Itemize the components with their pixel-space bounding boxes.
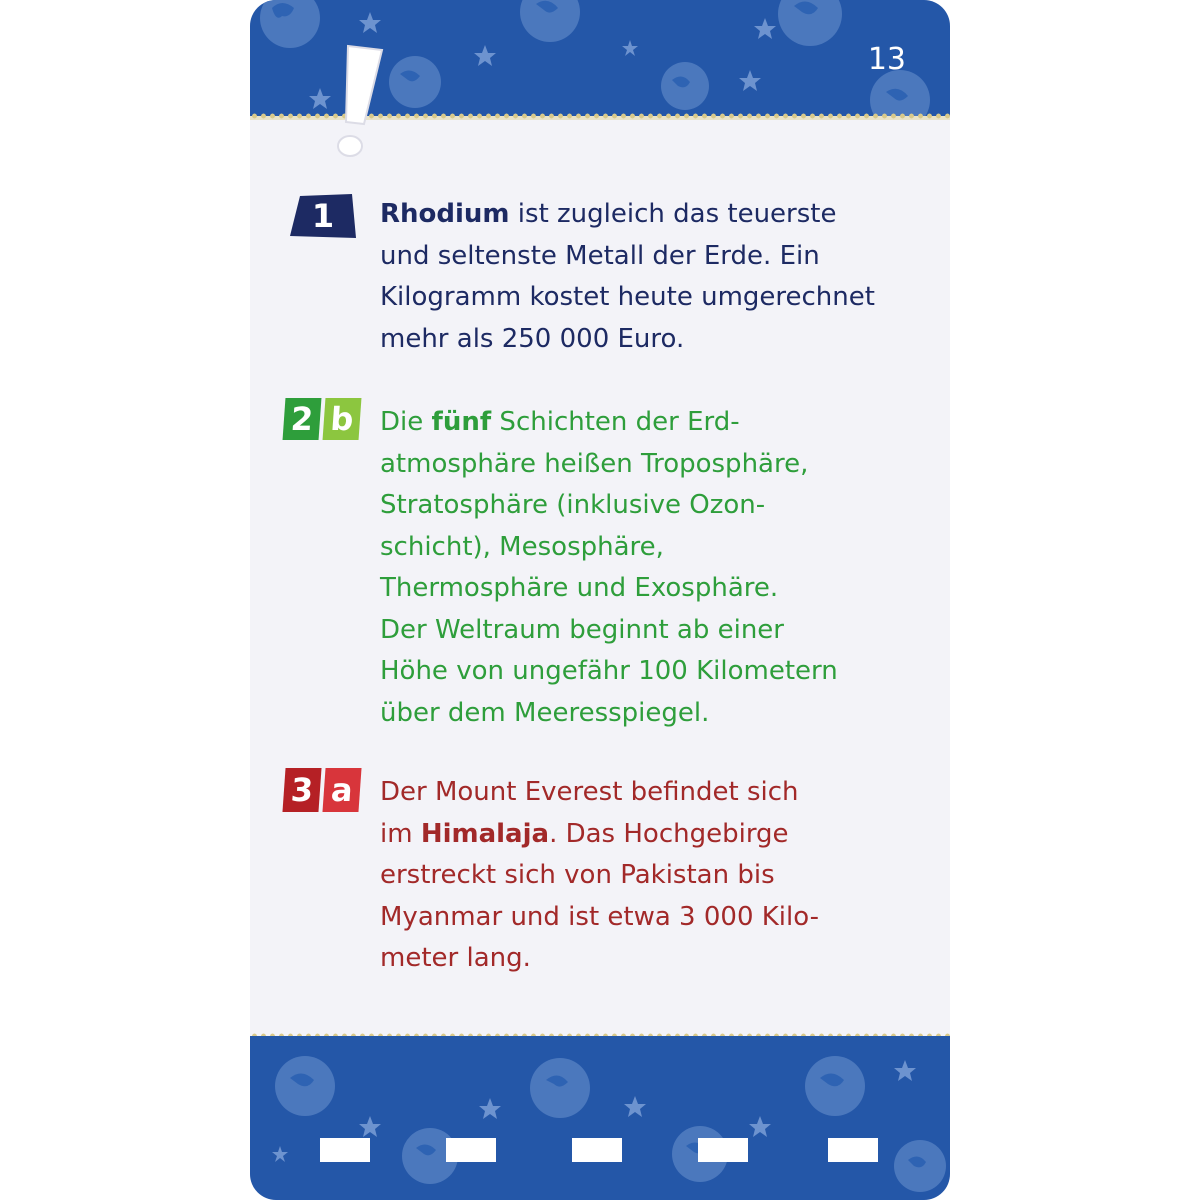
marker-tab [320, 1138, 370, 1162]
marker-tab [698, 1138, 748, 1162]
answer-body: . Das Hochgebirge erstreckt sich von Pakistan bis Myanmar und ist etwa 3 000 Kilo- meter lang. [380, 818, 820, 973]
answer-text-1 [380, 194, 920, 360]
answer-badge-3-letter [322, 768, 361, 812]
answer-badge-2-number [283, 398, 322, 440]
marker-tab [572, 1138, 622, 1162]
badge-letter: a [329, 771, 355, 809]
exclamation-icon [330, 40, 390, 164]
answer-badge-1 [290, 194, 356, 238]
answer-text-2 [380, 402, 920, 734]
badge-number: 3 [289, 771, 315, 809]
bottom-band [250, 1036, 950, 1200]
badge-letter: b [329, 400, 355, 438]
marker-tab [828, 1138, 878, 1162]
badge-number: 1 [311, 197, 335, 235]
answer-badge-2-letter [323, 398, 362, 440]
answer-badge-3-number [282, 768, 321, 812]
answer-lead: Die [380, 407, 432, 437]
answer-body: Schichten der Erd- atmosphäre heißen Troposphäre, Stratosphäre (inklusive Ozon- schicht), Mesosphäre, Thermosphäre und Exosphäre. Der Weltraum beginnt ab einer Höhe von ungefähr 100 Kilometern über dem Meeresspiegel. [380, 407, 838, 728]
answer-card [250, 0, 950, 1200]
badge-number: 2 [289, 400, 315, 438]
page-number: 13 [867, 42, 906, 77]
answer-body: ist zugleich das teuerste und seltenste Metall der Erde. Ein Kilogramm kostet heute umgerechnet mehr als 250 000 Euro. [380, 199, 875, 354]
answer-text-3 [380, 772, 920, 980]
answer-keyword-bold: Rhodium [380, 199, 510, 229]
answer-keyword-bold: fünf [431, 407, 492, 437]
globe-pattern-bottom [250, 1036, 950, 1200]
answer-lead: Der Mount Everest befindet sich im [380, 777, 799, 849]
marker-tab [446, 1138, 496, 1162]
answer-keyword-bold: Himalaja [420, 818, 550, 849]
